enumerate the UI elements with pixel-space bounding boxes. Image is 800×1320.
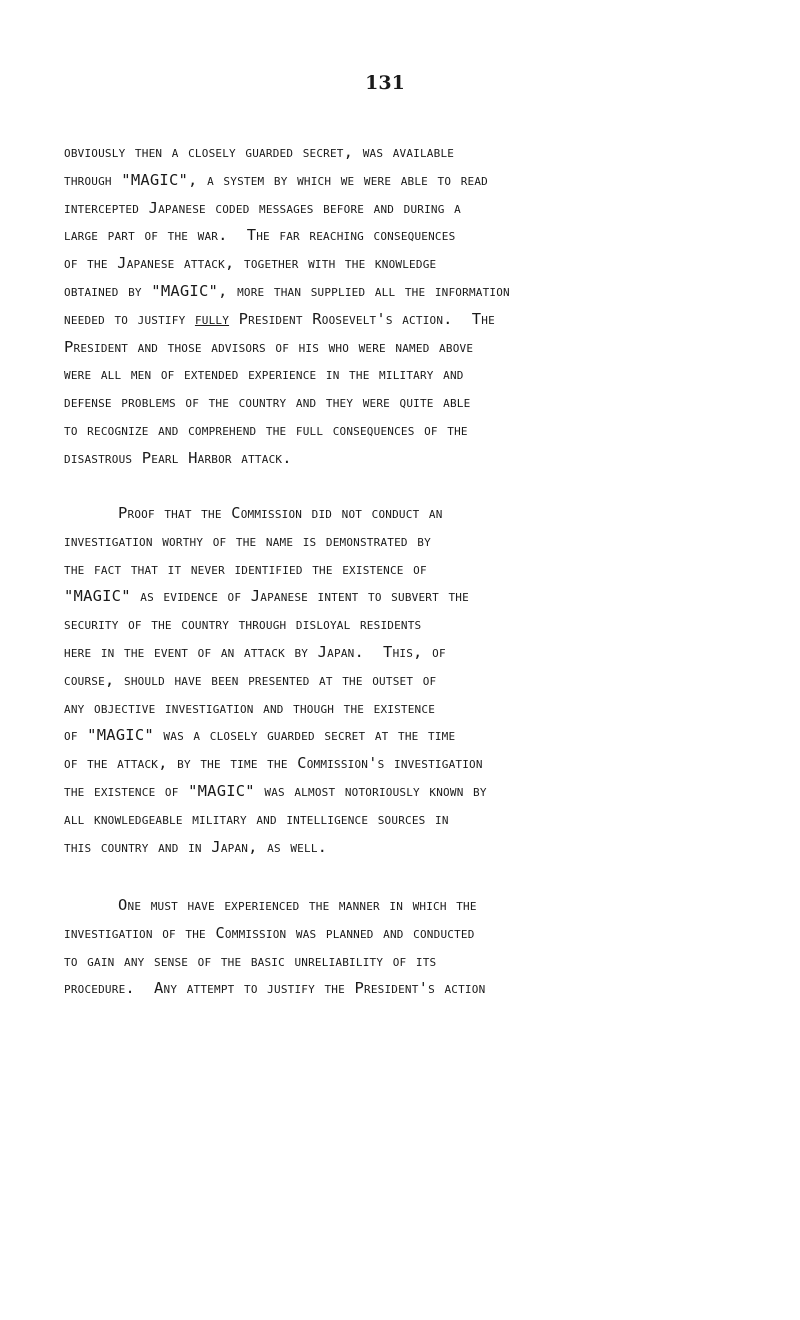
text-line: intercepted Japanese coded messages before and during a bbox=[64, 198, 461, 217]
text-line: were all men of extended experience in the military and bbox=[64, 365, 464, 384]
text-line: the fact that it never identified the existence of bbox=[64, 559, 427, 578]
text-line: large part of the war. The far reaching consequences bbox=[64, 226, 456, 245]
text-line: President and those advisors of his who were named above bbox=[64, 337, 474, 356]
text-line: investigation worthy of the name is demonstrated by bbox=[64, 531, 431, 550]
text-line: here in the event of an attack by Japan. This, of bbox=[64, 642, 446, 661]
text-line: disastrous Pearl Harbor attack. bbox=[64, 448, 292, 467]
text-line: this country and in Japan, as well. bbox=[64, 837, 328, 856]
text-line: to recognize and comprehend the full consequences of the bbox=[64, 420, 468, 439]
text-line: of the attack, by the time the Commission's investigation bbox=[64, 754, 483, 773]
page-number: 131 bbox=[365, 72, 405, 94]
text-segment: President Roosevelt's action. The bbox=[229, 309, 495, 328]
text-line: of "MAGIC" was a closely guarded secret at the time bbox=[64, 726, 456, 745]
paragraph-1 bbox=[64, 139, 764, 473]
text-line-with-underline bbox=[64, 306, 764, 334]
underlined-word: fully bbox=[194, 309, 230, 328]
text-line: through "MAGIC", a system by which we were able to read bbox=[64, 170, 489, 189]
text-segment: needed to justify bbox=[64, 309, 195, 328]
paragraph-2 bbox=[64, 500, 764, 861]
text-line: of the Japanese attack, together with the knowledge bbox=[64, 254, 437, 273]
text-line: security of the country through disloyal residents bbox=[64, 615, 422, 634]
text-line: the existence of "MAGIC" was almost notoriously known by bbox=[64, 781, 487, 800]
text-line: procedure. Any attempt to justify the President's action bbox=[64, 979, 486, 998]
text-line: any objective investigation and though the existence bbox=[64, 698, 436, 717]
text-line: investigation of the Commission was planned and conducted bbox=[64, 923, 475, 942]
text-line: "MAGIC" as evidence of Japanese intent to subvert the bbox=[64, 587, 469, 606]
text-line: One must have experienced the manner in which the bbox=[118, 896, 477, 914]
text-line: to gain any sense of the basic unreliability of its bbox=[64, 951, 437, 970]
text-line: Proof that the Commission did not conduct an bbox=[118, 504, 443, 522]
text-line: obtained by "MAGIC", more than supplied all the information bbox=[64, 281, 510, 300]
paragraph-3 bbox=[64, 892, 764, 1003]
text-line: defense problems of the country and they were quite able bbox=[64, 393, 471, 412]
text-line: all knowledgeable military and intelligence sources in bbox=[64, 809, 449, 828]
text-line: course, should have been presented at the outset of bbox=[64, 670, 437, 689]
text-line: obviously then a closely guarded secret, was available bbox=[64, 143, 455, 161]
